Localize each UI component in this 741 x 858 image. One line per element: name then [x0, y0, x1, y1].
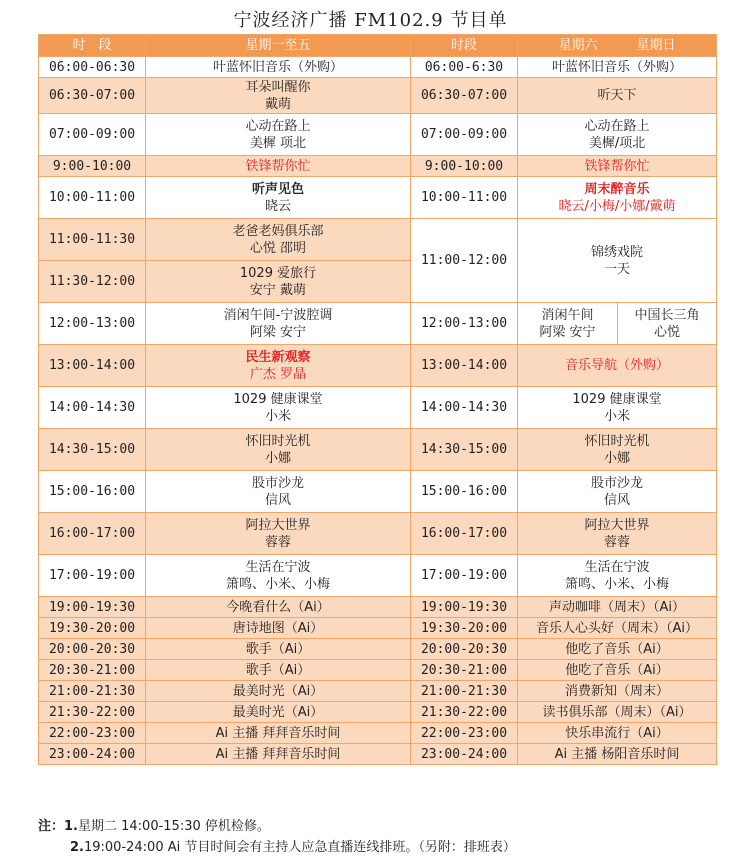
- weekend-program-line: 听天下: [597, 88, 637, 103]
- weekend-program: [518, 387, 717, 429]
- weekday-program: [146, 639, 411, 660]
- weekend-program-line: 晓云/小梅/小娜/戴萌: [558, 198, 676, 214]
- weekend-program-line: 叶蓝怀旧音乐（外购）: [552, 59, 683, 75]
- weekend-time: 20:30-21:00: [411, 660, 518, 681]
- note-2-number: 2.: [70, 840, 84, 855]
- weekend-program: [518, 114, 717, 156]
- table-row: [39, 387, 717, 429]
- weekday-program: [146, 345, 411, 387]
- weekday-program-line: 民生新观察: [245, 349, 311, 365]
- weekend-program: [518, 702, 717, 723]
- weekday-program-line: 美樨 项北: [249, 135, 307, 151]
- weekend-time: 07:00-09:00: [411, 114, 518, 156]
- weekday-time: 19:30-20:00: [39, 618, 146, 639]
- weekend-program-line: 读书俱乐部（周末）（Ai）: [542, 704, 692, 720]
- weekday-time: 22:00-23:00: [39, 723, 146, 744]
- weekday-program-line: 阿拉大世界: [245, 517, 311, 533]
- weekday-program-line: 生活在宁波: [245, 559, 311, 575]
- weekday-program-line: 耳朵叫醒你: [245, 79, 311, 95]
- table-row: [39, 618, 717, 639]
- weekday-program: [146, 78, 411, 114]
- weekday-program-line: 1029 健康课堂: [233, 391, 323, 407]
- schedule-table: [38, 34, 717, 765]
- sunday-program-line: 心悦: [654, 324, 681, 340]
- table-row: [39, 57, 717, 78]
- weekday-program-line: 唐诗地图（Ai）: [232, 620, 324, 636]
- weekday-program: [146, 219, 411, 261]
- weekend-time: 22:00-23:00: [411, 723, 518, 744]
- weekday-program-line: 小娜: [264, 450, 291, 466]
- weekday-time: 12:00-13:00: [39, 303, 146, 345]
- weekday-program: [146, 555, 411, 597]
- weekday-program-line: 叶蓝怀旧音乐（外购）: [212, 59, 343, 75]
- weekday-time: 23:00-24:00: [39, 744, 146, 765]
- weekend-program: [518, 618, 717, 639]
- table-header-row: [39, 35, 717, 57]
- table-row: [39, 597, 717, 618]
- weekday-time: 9:00-10:00: [39, 156, 146, 177]
- weekend-time: 19:30-20:00: [411, 618, 518, 639]
- weekend-time: 14:00-14:30: [411, 387, 518, 429]
- weekday-program: [146, 114, 411, 156]
- weekend-program-line: 音乐导航（外购）: [565, 358, 670, 373]
- note-2-text: 19:00-24:00 Ai 节目时间会有主持人应急直播连线排班。（另附：排班表）: [83, 840, 516, 855]
- weekday-program-line: 今晚看什么（Ai）: [226, 599, 330, 615]
- weekday-program-line: 听声见色: [251, 181, 304, 197]
- weekday-program: [146, 723, 411, 744]
- weekend-time: 17:00-19:00: [411, 555, 518, 597]
- weekend-program: [518, 513, 717, 555]
- sunday-program-line: 中国长三角: [634, 307, 700, 323]
- note-2: [38, 837, 516, 858]
- weekend-program-line: 箫鸣、小米、小梅: [565, 576, 670, 592]
- weekend-program: [518, 78, 717, 114]
- weekend-program: [518, 744, 717, 765]
- weekend-program: [518, 660, 717, 681]
- weekend-program: [518, 597, 717, 618]
- weekend-program-line: 消费新知（周末）: [565, 683, 670, 699]
- weekend-program: [518, 723, 717, 744]
- weekday-program-line: 歌手（Ai）: [245, 662, 311, 678]
- weekday-program: [146, 513, 411, 555]
- weekday-time: 17:00-19:00: [39, 555, 146, 597]
- weekday-program: [146, 681, 411, 702]
- weekend-program: [518, 555, 717, 597]
- weekend-time: 19:00-19:30: [411, 597, 518, 618]
- weekday-program-line: 晓云: [264, 198, 291, 214]
- weekend-program-line: Ai 主播 杨阳音乐时间: [554, 746, 680, 762]
- weekday-program: [146, 744, 411, 765]
- weekend-time: 23:00-24:00: [411, 744, 518, 765]
- weekend-program: [518, 57, 717, 78]
- header-weekday: 星期一至五: [146, 35, 411, 57]
- table-row: [39, 429, 717, 471]
- weekend-program-line: 一天: [604, 261, 631, 277]
- weekday-time: 20:30-21:00: [39, 660, 146, 681]
- weekday-program: [146, 156, 411, 177]
- table-row: [39, 177, 717, 219]
- table-row: [39, 114, 717, 156]
- weekday-program-line: 广杰 罗晶: [249, 366, 307, 382]
- weekday-program-line: 最美时光（Ai）: [232, 704, 324, 720]
- weekend-time: 10:00-11:00: [411, 177, 518, 219]
- weekday-program: [146, 597, 411, 618]
- table-row: [39, 702, 717, 723]
- weekday-time: 20:00-20:30: [39, 639, 146, 660]
- table-row: [39, 744, 717, 765]
- weekend-program-line: 他吃了音乐（Ai）: [565, 641, 669, 657]
- weekday-program-line: 1029 爱旅行: [239, 265, 317, 281]
- notes-label: 注：: [38, 819, 65, 834]
- weekday-time: 11:30-12:00: [39, 261, 146, 303]
- weekday-program-line: 心动在路上: [245, 118, 311, 134]
- weekend-time: 06:30-07:00: [411, 78, 518, 114]
- weekday-program: [146, 303, 411, 345]
- weekday-program: [146, 471, 411, 513]
- weekend-program-line: 快乐串流行（Ai）: [565, 725, 669, 741]
- weekday-program-line: 怀旧时光机: [245, 433, 311, 449]
- weekday-program-line: 股市沙龙: [251, 475, 304, 491]
- table-row: [39, 345, 717, 387]
- weekday-program-line: 蓉蓉: [264, 534, 291, 550]
- weekday-program-line: 老爸老妈俱乐部: [232, 223, 324, 239]
- table-row: [39, 513, 717, 555]
- weekday-program: [146, 387, 411, 429]
- weekday-time: 13:00-14:00: [39, 345, 146, 387]
- weekend-program: [518, 429, 717, 471]
- weekday-program: [146, 618, 411, 639]
- weekend-program: [518, 345, 717, 387]
- table-row: [39, 681, 717, 702]
- weekday-program-line: 阿梁 安宁: [249, 324, 307, 340]
- weekend-program-line: 怀旧时光机: [584, 433, 650, 449]
- weekday-time: 14:00-14:30: [39, 387, 146, 429]
- weekend-program: [518, 219, 717, 303]
- weekday-program-line: 心悦 邵明: [249, 240, 307, 256]
- weekend-time: 15:00-16:00: [411, 471, 518, 513]
- saturday-program-line: 消闲午间: [541, 307, 594, 323]
- weekend-program-line: 周末醉音乐: [584, 181, 650, 197]
- weekend-time: 9:00-10:00: [411, 156, 518, 177]
- table-row: [39, 660, 717, 681]
- weekend-program: [518, 681, 717, 702]
- weekday-program: [146, 702, 411, 723]
- weekday-program: [146, 57, 411, 78]
- notes: [38, 816, 516, 858]
- table-row: [39, 78, 717, 114]
- table-row: [39, 723, 717, 744]
- weekday-program-line: 箫鸣、小米、小梅: [225, 576, 330, 592]
- weekend-program: [518, 471, 717, 513]
- weekday-time: 06:00-06:30: [39, 57, 146, 78]
- weekend-time: 21:30-22:00: [411, 702, 518, 723]
- weekend-time: 21:00-21:30: [411, 681, 518, 702]
- weekend-program-line: 美樨/项北: [588, 135, 646, 151]
- weekend-program-line: 蓉蓉: [604, 534, 631, 550]
- weekday-program-line: 戴萌: [264, 96, 291, 112]
- weekend-program-line: 他吃了音乐（Ai）: [565, 662, 669, 678]
- weekend-time: 11:00-12:00: [411, 219, 518, 303]
- weekend-time: 06:00-6:30: [411, 57, 518, 78]
- weekday-program-line: 信风: [264, 492, 291, 508]
- note-1-number: 1.: [64, 819, 78, 834]
- weekend-time: 14:30-15:00: [411, 429, 518, 471]
- weekend-program-line: 阿拉大世界: [584, 517, 650, 533]
- saturday-program: [518, 303, 618, 345]
- weekend-program-line: 1029 健康课堂: [572, 391, 662, 407]
- weekday-program-line: Ai 主播 拜拜音乐时间: [215, 746, 341, 762]
- weekend-program-line: 小娜: [604, 450, 631, 466]
- sunday-program: [618, 303, 717, 345]
- weekend-program-line: 心动在路上: [584, 118, 650, 134]
- weekday-time: 07:00-09:00: [39, 114, 146, 156]
- weekday-program-line: 小米: [264, 408, 291, 424]
- header-time: 时 段: [39, 35, 146, 57]
- saturday-program-line: 阿梁 安宁: [539, 324, 596, 340]
- weekend-time: 16:00-17:00: [411, 513, 518, 555]
- weekday-time: 19:00-19:30: [39, 597, 146, 618]
- table-row: [39, 303, 717, 345]
- header-weekend: 星期六 星期日: [518, 35, 717, 57]
- table-row: [39, 219, 717, 261]
- weekday-program-line: 安宁 戴萌: [249, 282, 307, 298]
- weekday-program: [146, 429, 411, 471]
- weekday-program-line: 歌手（Ai）: [245, 641, 311, 657]
- weekday-program: [146, 660, 411, 681]
- page-title: 宁波经济广播 FM102.9 节目单: [233, 10, 508, 31]
- weekday-time: 16:00-17:00: [39, 513, 146, 555]
- weekend-program: [518, 639, 717, 660]
- weekend-program-line: 信风: [604, 492, 631, 508]
- weekday-program-line: 消闲午间-宁波腔调: [223, 307, 333, 323]
- table-row: [39, 471, 717, 513]
- weekend-program-line: 声动咖啡（周末）（Ai）: [549, 599, 686, 615]
- weekday-program-line: Ai 主播 拜拜音乐时间: [215, 725, 341, 741]
- weekday-time: 15:00-16:00: [39, 471, 146, 513]
- weekend-program: [518, 177, 717, 219]
- table-row: [39, 639, 717, 660]
- weekend-program-line: 铁锋帮你忙: [584, 158, 650, 174]
- weekday-program: [146, 261, 411, 303]
- table-row: [39, 555, 717, 597]
- weekend-time: 13:00-14:00: [411, 345, 518, 387]
- note-1: [38, 816, 516, 837]
- weekend-time: 12:00-13:00: [411, 303, 518, 345]
- weekday-program-line: 最美时光（Ai）: [232, 683, 324, 699]
- weekend-program-line: 锦绣戏院: [591, 244, 644, 260]
- weekday-time: 11:00-11:30: [39, 219, 146, 261]
- table-row: [39, 156, 717, 177]
- weekday-time: 14:30-15:00: [39, 429, 146, 471]
- weekend-program-line: 股市沙龙: [591, 475, 644, 491]
- weekend-program: [518, 156, 717, 177]
- weekday-time: 10:00-11:00: [39, 177, 146, 219]
- weekday-time: 21:00-21:30: [39, 681, 146, 702]
- weekend-program-line: 小米: [604, 408, 631, 424]
- header-time-weekend: 时段: [411, 35, 518, 57]
- weekday-program: [146, 177, 411, 219]
- weekend-program-line: 生活在宁波: [584, 559, 650, 575]
- weekend-program-line: 音乐人心头好（周末）（Ai）: [536, 620, 699, 636]
- weekday-time: 21:30-22:00: [39, 702, 146, 723]
- weekday-time: 06:30-07:00: [39, 78, 146, 114]
- weekend-time: 20:00-20:30: [411, 639, 518, 660]
- weekday-program-line: 铁锋帮你忙: [245, 158, 311, 174]
- note-1-text: 星期二 14:00-15:30 停机检修。: [78, 819, 270, 834]
